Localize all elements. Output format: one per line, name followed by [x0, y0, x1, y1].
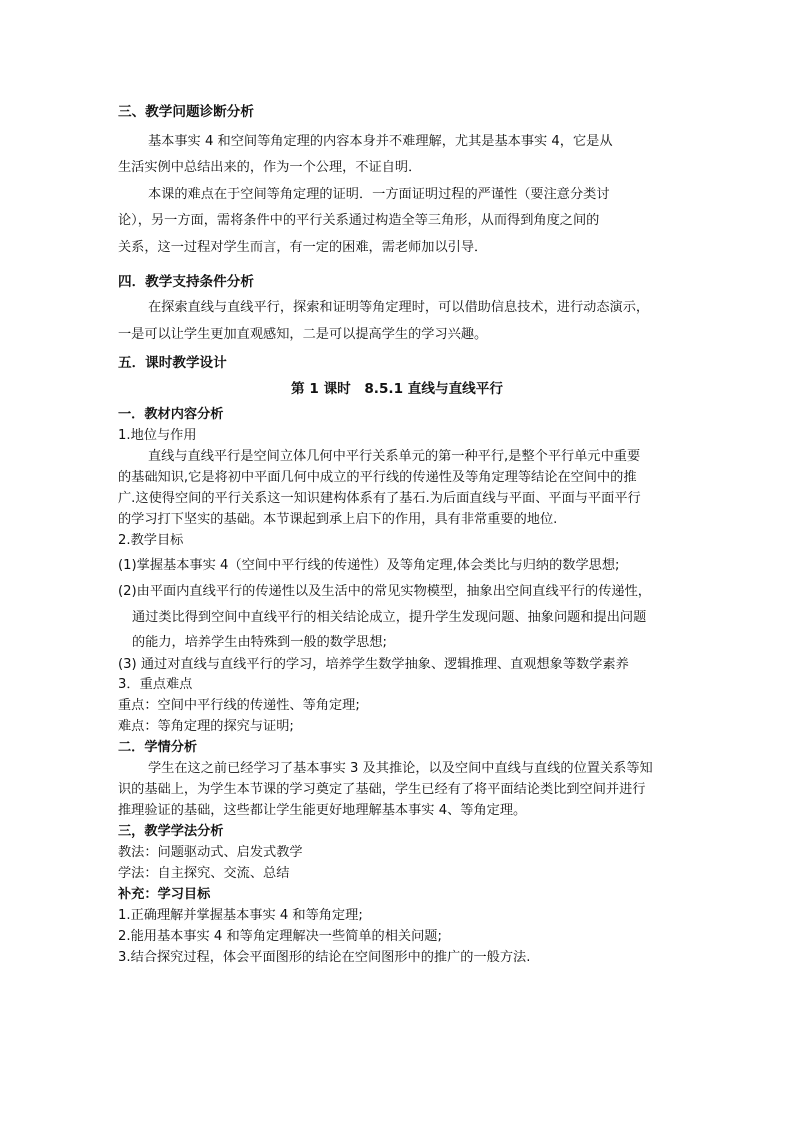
goal-item: (3) 通过对直线与直线平行的学习，培养学生数学抽象、逻辑推理、直观想象等数学素养 — [118, 657, 629, 672]
paragraph-line: 的学习打下坚实的基础。本节课起到承上启下的作用，具有非常重要的地位. — [118, 512, 558, 527]
paragraph-line: 学生在这之前已经学习了基本事实 3 及其推论，以及空间中直线与直线的位置关系等知 — [148, 761, 653, 776]
lesson-title: 第 1 课时 8.5.1 直线与直线平行 — [291, 381, 503, 397]
goal-item-continued: 通过类比得到空间中直线平行的相关结论成立，提升学生发现问题、抽象问题和提出问题 — [132, 610, 647, 625]
paragraph-line: 本课的难点在于空间等角定理的证明．一方面证明过程的严谨性（要注意分类讨 — [148, 187, 610, 202]
paragraph-line: 基本事实 4 和空间等角定理的内容本身并不难理解，尤其是基本事实 4，它是从 — [148, 134, 613, 149]
paragraph-line: 生活实例中总结出来的，作为一个公理，不证自明． — [118, 160, 422, 175]
paragraph-line: 在探索直线与直线平行，探索和证明等角定理时，可以借助信息技术，进行动态演示， — [148, 300, 650, 315]
subsection-heading: 一．教材内容分析 — [118, 407, 224, 422]
subsection-label: 2.教学目标 — [118, 533, 184, 548]
learning-method: 学法：自主探究、交流、总结 — [118, 866, 290, 881]
objective-item: 2.能用基本事实 4 和等角定理解决一些简单的相关问题; — [118, 929, 442, 944]
objective-item: 1.正确理解并掌握基本事实 4 和等角定理; — [118, 908, 363, 923]
paragraph-line: 推理验证的基础，这些都让学生能更好地理解基本事实 4、等角定理。 — [118, 803, 527, 818]
goal-item: (1)掌握基本事实 4（空间中平行线的传递性）及等角定理,体会类比与归纳的数学思想; — [118, 558, 620, 573]
key-point: 重点：空间中平行线的传递性、等角定理; — [118, 698, 360, 713]
goal-item-continued: 的能力，培养学生由特殊到一般的数学思想; — [132, 635, 388, 650]
subsection-label: 1.地位与作用 — [118, 428, 197, 443]
objective-item: 3.结合探究过程，体会平面图形的结论在空间图形中的推广的一般方法. — [118, 950, 531, 965]
section-heading-5: 五．课时教学设计 — [118, 355, 227, 371]
subsection-heading: 三，教学学法分析 — [118, 824, 224, 839]
paragraph-line: 广.这使得空间的平行关系这一知识建构体系有了基石.为后面直线与平面、平面与平面平行 — [118, 491, 641, 506]
paragraph-line: 关系，这一过程对学生而言，有一定的困难，需老师加以引导． — [118, 240, 488, 255]
subsection-label: 3．重点难点 — [118, 677, 193, 692]
paragraph-line: 直线与直线平行是空间立体几何中平行关系单元的第一种平行,是整个平行单元中重要 — [148, 449, 641, 464]
paragraph-line: 论），另一方面，需将条件中的平行关系通过构造全等三角形，从而得到角度之间的 — [118, 213, 600, 228]
paragraph-line: 识的基础上，为学生本节课的学习奠定了基础，学生已经有了将平面结论类比到空间并进行 — [118, 782, 646, 797]
subsection-heading: 补充：学习目标 — [118, 887, 211, 902]
goal-item: (2)由平面内直线平行的传递性以及生活中的常见实物模型，抽象出空间直线平行的传递性， — [118, 584, 651, 599]
section-heading-4: 四．教学支持条件分析 — [118, 274, 254, 290]
section-heading-3: 三、教学问题诊断分析 — [118, 104, 254, 120]
paragraph-line: 一是可以让学生更加直观感知，二是可以提高学生的学习兴趣。 — [118, 327, 488, 342]
difficulty-point: 难点：等角定理的探究与证明; — [118, 719, 294, 734]
paragraph-line: 的基础知识,它是将初中平面几何中成立的平行线的传递性及等角定理等结论在空间中的推 — [118, 470, 637, 485]
subsection-heading: 二．学情分析 — [118, 740, 198, 755]
teaching-method: 教法：问题驱动式、启发式教学 — [118, 845, 303, 860]
